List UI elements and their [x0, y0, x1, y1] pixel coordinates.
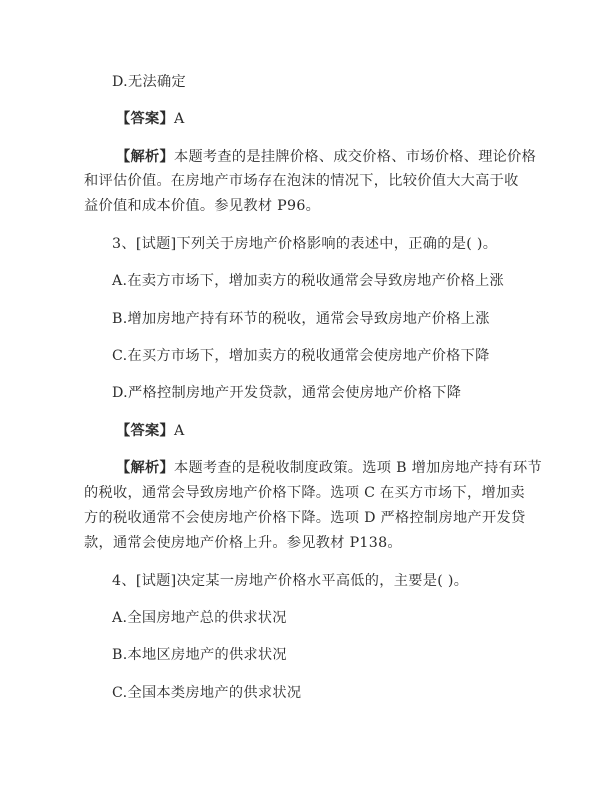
answer-label: 【答案】: [116, 111, 174, 127]
analysis-q2-line3: 益价值和成本价值。参见教材 P96。: [84, 198, 321, 214]
analysis-text: 本题考查的是挂牌价格、成交价格、市场价格、理论价格: [173, 149, 537, 165]
analysis-label: 【解析】: [116, 460, 174, 476]
option-c-q3: C.在买方市场下，增加卖方的税收通常会使房地产价格下降: [112, 348, 490, 364]
analysis-text: 本题考查的是税收制度政策。选项 B 增加房地产持有环节: [173, 460, 543, 476]
answer-value: A: [173, 111, 185, 127]
analysis-q3-line2: 的税收，通常会导致房地产价格下降。选项 C 在买方市场下，增加卖: [84, 485, 525, 501]
answer-value: A: [173, 423, 185, 439]
option-d-q2: D.无法确定: [112, 74, 186, 90]
option-d-q3: D.严格控制房地产开发贷款，通常会使房地产价格下降: [112, 385, 462, 401]
analysis-q2-line2: 和评估价值。在房地产市场存在泡沫的情况下，比较价值大大高于收: [84, 173, 519, 189]
analysis-q3-line4: 款，通常会使房地产价格上升。参见教材 P138。: [84, 535, 402, 551]
analysis-q3-line3: 方的税收通常不会使房地产价格下降。选项 D 严格控制房地产开发贷: [84, 510, 526, 526]
option-b-q4: B.本地区房地产的供求状况: [112, 647, 287, 663]
analysis-q3-line1: [116, 458, 542, 478]
option-a-q3: A.在卖方市场下，增加卖方的税收通常会导致房地产价格上涨: [112, 273, 505, 289]
answer-q2: [116, 109, 185, 129]
option-a-q4: A.全国房地产总的供求状况: [112, 610, 287, 626]
question-3: 3、[试题]下列关于房地产价格影响的表述中，正确的是( )。: [112, 236, 498, 252]
answer-label: 【答案】: [116, 423, 174, 439]
answer-q3: [116, 421, 185, 441]
analysis-label: 【解析】: [116, 149, 174, 165]
option-b-q3: B.增加房地产持有环节的税收，通常会导致房地产价格上涨: [112, 311, 490, 327]
question-4: 4、[试题]决定某一房地产价格水平高低的，主要是( )。: [112, 573, 469, 589]
analysis-q2-line1: [116, 147, 536, 167]
option-c-q4: C.全国本类房地产的供求状况: [112, 685, 302, 701]
